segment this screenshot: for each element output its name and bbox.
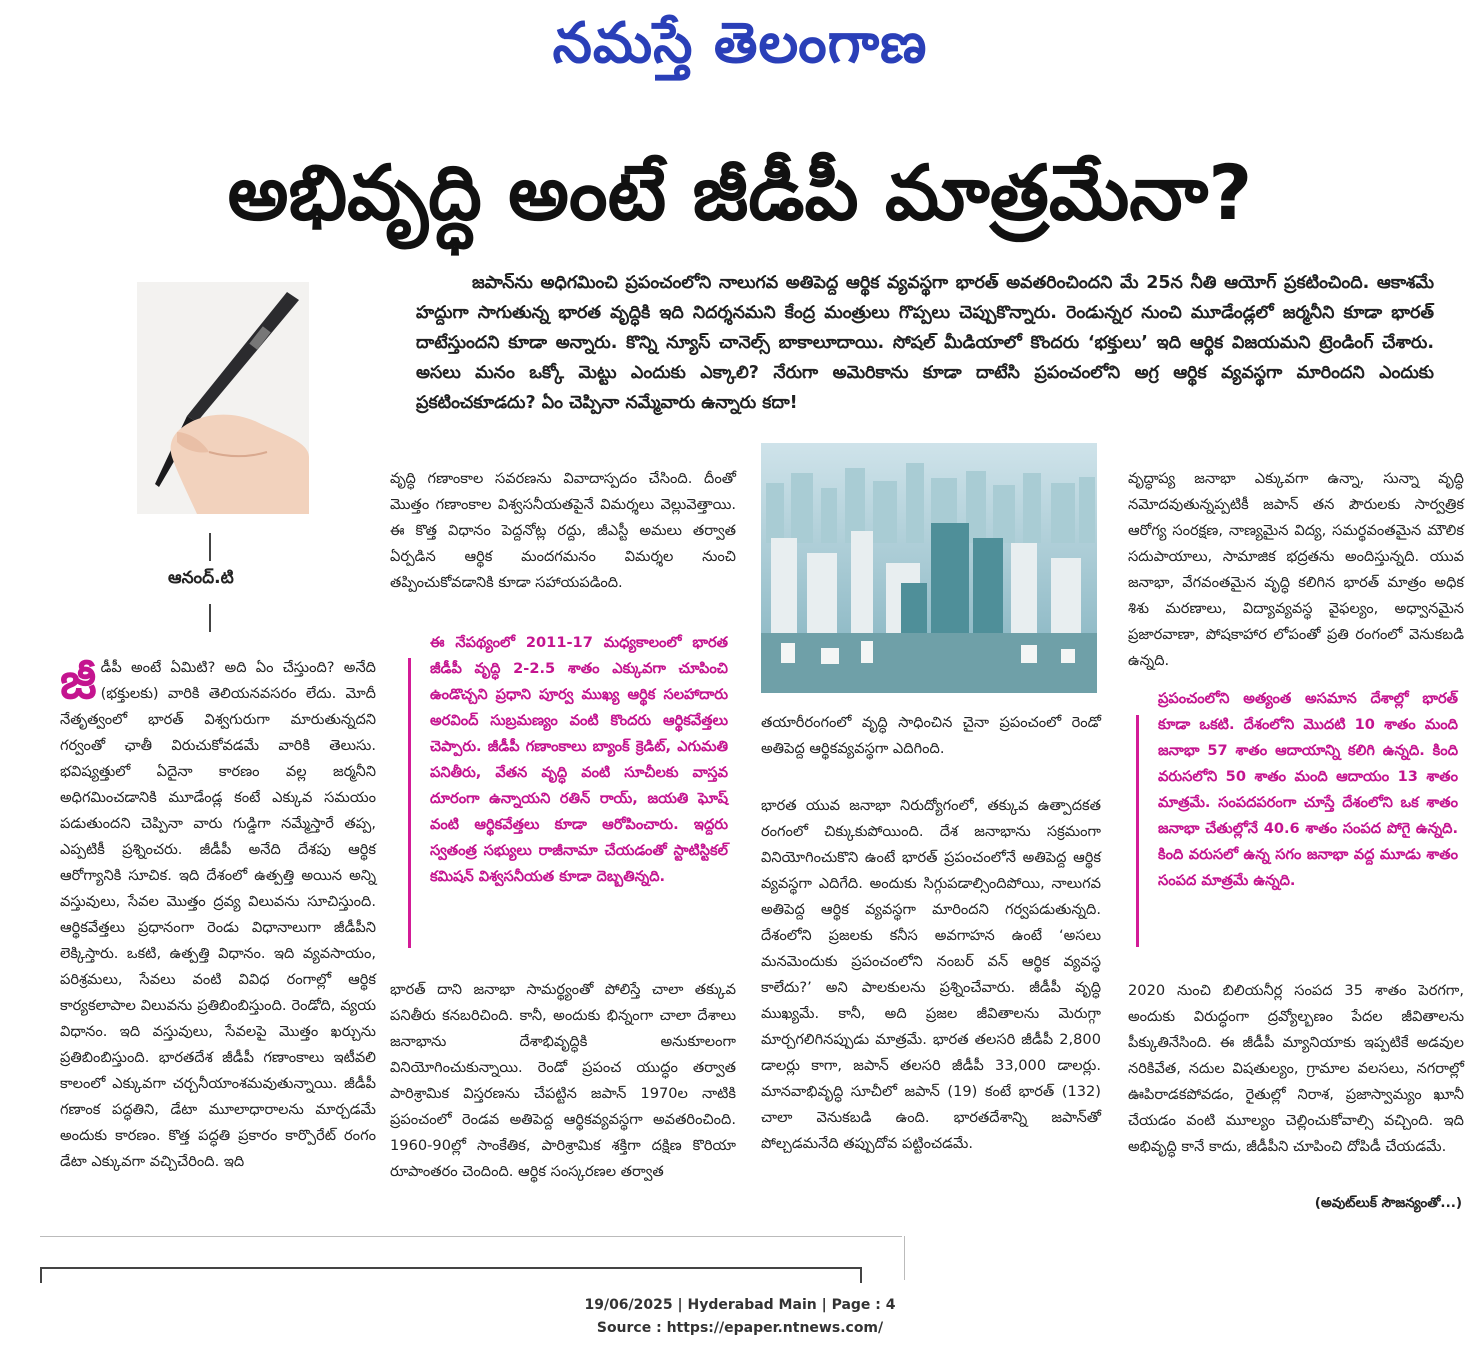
courtesy-note: (అవుట్‌లుక్ సౌజన్యంతో...) xyxy=(1314,1195,1462,1211)
column-3-caption xyxy=(761,710,1101,776)
article-intro xyxy=(416,268,1434,418)
column-2-top xyxy=(390,466,736,610)
pull-quote-2-text: ప్రపంచంలోని అత్యంత అసమాన దేశాల్లో భారత్ కూడా ఒకటి. దేశంలోని మొదటి 10 శాతం మంది జనాభా 57 శాతం ఆదాయాన్ని కలిగి ఉన్నది. కింది వరుసలోని 50 శాతం మంది ఆదాయం 13 శాతం మాత్రమే. సంపదపరంగా చూస్తే దేశంలోని ఒక శాతం జనాభా చేతుల్లోనే 40.6 శాతం సంపద పోగై ఉన్నది. కింది వరుసలో ఉన్న సగం జనాభా వద్ద మూడు శాతం సంపద మాత్రమే ఉన్నది. xyxy=(1158,690,1458,889)
column-2-bottom xyxy=(390,977,736,1199)
highlight-bar-2 xyxy=(1136,715,1139,947)
column-4-top xyxy=(1128,466,1464,688)
byline-divider-top xyxy=(209,533,211,561)
pull-quote-1 xyxy=(430,630,728,890)
col2-bottom-paragraph: భారత్ దాని జనాభా సామర్థ్యంతో పోలిస్తే చాలా తక్కువ పనితీరు కనబరిచింది. కానీ, అందుకు భిన్నంగా చాలా దేశాలు జనాభాను దేశాభివృద్ధికి అనుకూలంగా వినియోగించుకున్నాయి. రెండో ప్రపంచ యుద్ధం తర్వాత పారిశ్రామిక విస్తరణను చేపట్టిన జపాన్ 1970ల నాటికి ప్రపంచంలో రెండవ అతిపెద్ద ఆర్థికవ్యవస్థగా అవతరించింది. 1960-90ల్లో సాంకేతిక, పారిశ్రామిక శక్తిగా దక్షిణ కొరియా రూపాంతరం చెందింది. ఆర్థిక సంస్కరణల తర్వాత xyxy=(390,981,736,1180)
footer-source: Source : https://epaper.ntnews.com/ xyxy=(596,1320,884,1336)
dropcap: జీ xyxy=(60,652,97,710)
intro-paragraph: జపాన్‌ను అధిగమించి ప్రపంచంలోని నాలుగవ అతిపెద్ద ఆర్థిక వ్యవస్థగా భారత్ అవతరించిందని మే 25న నీతి ఆయోగ్ ప్రకటించింది. ఆకాశమే హద్దుగా సాగుతున్న భారత వృద్ధికి ఇది నిదర్శనమని కేంద్ర మంత్రులు గొప్పలు చెప్పుకొన్నారు. రెండున్నర నుంచి మూడేండ్లలో జర్మనీని కూడా భారత్ దాటేస్తుందని కూడా అన్నారు. కొన్ని న్యూస్ చానెల్స్ బాకాలూదాయి. సోషల్ మీడియాలో కొందరు ‘భక్తులు’ ఇది ఆర్థిక విజయమని ట్రెండింగ్ చేశారు. అసలు మనం ఒక్కో మెట్టు ఎందుకు ఎక్కాలి? నేరుగా అమెరికాను కూడా దాటేసి ప్రపంచంలోని అగ్ర ఆర్థిక వ్యవస్థగా మారిందని ఎందుకు ప్రకటించకూడదు? ఏం చెప్పినా నమ్మేవారు ఉన్నారు కదా! xyxy=(416,273,1434,413)
byline-divider-bottom xyxy=(209,604,211,632)
article-headline: అభివృద్ధి అంటే జీడీపీ మాత్రమేనా? xyxy=(227,148,1253,237)
col1-paragraph xyxy=(60,652,376,1175)
pull-quote-1-text: ఈ నేపథ్యంలో 2011-17 మధ్యకాలంలో భారత జీడీపీ వృద్ధి 2-2.5 శాతం ఎక్కువగా చూపించి ఉండొచ్చని ప్రధాని పూర్వ ముఖ్య ఆర్థిక సలహాదారు అరవింద్ సుబ్రమణ్యం వంటి కొందరు ఆర్థికవేత్తలు చెప్పారు. జీడీపీ గణాంకాలు బ్యాంక్ క్రెడిట్, ఎగుమతి పనితీరు, వేతన వృద్ధి వంటి సూచీలకు వాస్తవ దూరంగా ఉన్నాయని రతిన్ రాయ్, జయతి ఘోష్ వంటి ఆర్థికవేత్తలు కూడా ఆరోపించారు. ఇద్దరు స్వతంత్ర సభ్యులు రాజీనామా చేయడంతో స్టాటిస్టికల్ కమిషన్ విశ్వసనీయత కూడా దెబ్బతిన్నది. xyxy=(430,634,728,885)
col3-paragraph: భారత యువ జనాభా నిరుద్యోగంలో, తక్కువ ఉత్పాదకత రంగంలో చిక్కుకుపోయింది. దేశ జనాభాను సక్రమంగా వినియోగించుకొని ఉంటే భారత్ ప్రపంచంలోనే అతిపెద్ద ఆర్థిక వ్యవస్థగా ఎదిగేది. అందుకు సిగ్గుపడాల్సిందిపోయి, నాలుగవ అతిపెద్ద ఆర్థిక వ్యవస్థగా మారిందని గర్వపడుతున్నది. దేశంలోని ప్రజలకు కనీస అవగాహన ఉంటే ‘అసలు మనమెందుకు ప్రపంచంలోని నంబర్ వన్ ఆర్థిక వ్యవస్థ కాలేదు?’ అని పాలకులను ప్రశ్నించేవారు. జీడీపీ వృద్ధి ముఖ్యమే. కానీ, అది ప్రజల జీవితాలను మెరుగ్గా మార్చగలిగినప్పుడు మాత్రమే. భారత తలసరి జీడీపీ 2,800 డాలర్లు కాగా, జపాన్ తలసరి జీడీపీ 33,000 డాలర్లు. మానవాభివృద్ధి సూచీలో జపాన్ (19) కంటే భారత్ (132) చాలా వెనుకబడి ఉంది. భారతదేశాన్ని జపాన్‌తో పోల్చడమనేది తప్పుదోవ పట్టించడమే. xyxy=(761,797,1101,1152)
newspaper-masthead: నమస్తే తెలంగాణ xyxy=(552,10,928,76)
col4-bottom-paragraph: 2020 నుంచి బిలియనీర్ల సంపద 35 శాతం పెరగగా, అందుకు విరుద్ధంగా ద్రవ్యోల్బణం పేదల జీవితాలను పీక్కుతినేసింది. ఈ జీడీపీ మ్యానియాకు ఇప్పటికే అడవుల నరికివేత, నదుల విషతుల్యం, గ్రామాల వలసలు, నగరాల్లో ఊపిరాడకపోవడం, రైతుల్లో నిరాశ, ప్రజాస్వామ్యం ఖూనీ చేయడం వంటి మూల్యం చెల్లించుకోవాల్సి వచ్చింది. ఇది అభివృద్ధి కానే కాదు, జీడీపీని చూపించి దోపిడీ చేయడమే. xyxy=(1128,982,1464,1155)
bottom-separator xyxy=(40,1236,902,1237)
pull-quote-2 xyxy=(1158,686,1458,894)
photo-caption: తయారీరంగంలో వృద్ధి సాధించిన చైనా ప్రపంచంలో రెండో అతిపెద్ద ఆర్థికవ్యవస్థగా ఎదిగింది. xyxy=(761,714,1101,757)
col1-text: డీపీ అంటే ఏమిటి? అది ఏం చేస్తుంది? అనేది (భక్తులకు) వారికి తెలియనవసరం లేదు. మోదీ నేతృత్వంలో భారత్ విశ్వగురుగా మారుతున్నదని గర్వంతో ఛాతీ విరుచుకోవడమే వారికి తెలుసు. భవిష్యత్తులో ఏదైనా కారణం వల్ల జర్మనీని అధిగమించడానికి మూడేండ్ల కంటే ఎక్కువ సమయం పడుతుందని చెప్పినా వారు గుడ్డిగా నమ్మేస్తారే తప్ప, ఎప్పటికీ ప్రశ్నించరు. జీడీపీ అనేది దేశపు ఆర్థిక ఆరోగ్యానికి సూచిక. ఇది దేశంలో ఉత్పత్తి అయిన అన్ని వస్తువులు, సేవల మొత్తం ద్రవ్య విలువను సూచిస్తుంది. ఆర్థికవేత్తలు ప్రధానంగా రెండు విధానాలుగా జీడీపీని లెక్కిస్తారు. ఒకటి, ఉత్పత్తి విధానం. ఇది వ్యవసాయం, పరిశ్రమలు, సేవలు వంటి వివిధ రంగాల్లో ఆర్థిక కార్యకలాపాల విలువను ప్రతిబింబిస్తుంది. రెండోది, వ్యయ విధానం. ఇది వస్తువులు, సేవలపై మొత్తం ఖర్చును ప్రతిబింబిస్తుంది. భారతదేశ జీడీపీ గణాంకాలు ఇటీవలి కాలంలో ఎక్కువగా చర్చనీయాంశమవుతున్నాయి. జీడీపీ గణాంక పద్ధతిని, డేటా మూలాధారాలను మార్చడమే అందుకు కారణం. కొత్త పద్ధతి ప్రకారం కార్పొరేట్ రంగం డేటా ఎక్కువగా వచ్చిచేరింది. ఇది xyxy=(60,659,376,1170)
author-byline: ఆనంద్.టి xyxy=(168,568,234,588)
footer-date-edition: 19/06/2025 | Hyderabad Main | Page : 4 xyxy=(584,1297,896,1313)
pen-hand-photo xyxy=(137,282,309,514)
bottom-vertical-separator xyxy=(904,1236,905,1280)
col2-top-paragraph: వృద్ధి గణాంకాల సవరణను వివాదాస్పదం చేసింది. దీంతో మొత్తం గణాంకాల విశ్వసనీయతపైనే విమర్శలు వెల్లువెత్తాయి. ఈ కొత్త విధానం పెద్దనోట్ల రద్దు, జీఎస్టీ అమలు తర్వాత ఏర్పడిన ఆర్థిక మందగమనం విమర్శల నుంచి తప్పించుకోవడానికి కూడా సహాయపడింది. xyxy=(390,470,736,591)
column-3-body xyxy=(761,793,1101,1171)
col4-top-paragraph: వృద్ధాప్య జనాభా ఎక్కువగా ఉన్నా, సున్నా వృద్ధి నమోదవుతున్నప్పటికీ జపాన్ తన పౌరులకు సార్వత్రిక ఆరోగ్య సంరక్షణ, నాణ్యమైన విద్య, సమర్థవంతమైన మౌలిక సదుపాయాలు, సామాజిక భద్రతను అందిస్తున్నది. యువ జనాభా, వేగవంతమైన వృద్ధి కలిగిన భారత్ మాత్రం అధిక శిశు మరణాలు, విద్యావ్యవస్థ వైఫల్యం, అధ్వానమైన ప్రజారవాణా, పోషకాహార లోపంతో ప్రతి రంగంలో వెనుకబడి ఉన్నది. xyxy=(1128,470,1464,669)
city-skyline-photo xyxy=(761,443,1097,693)
highlight-bar-1 xyxy=(408,658,411,948)
column-4-bottom xyxy=(1128,978,1464,1174)
next-article-box xyxy=(40,1267,862,1283)
column-1 xyxy=(60,652,376,1189)
